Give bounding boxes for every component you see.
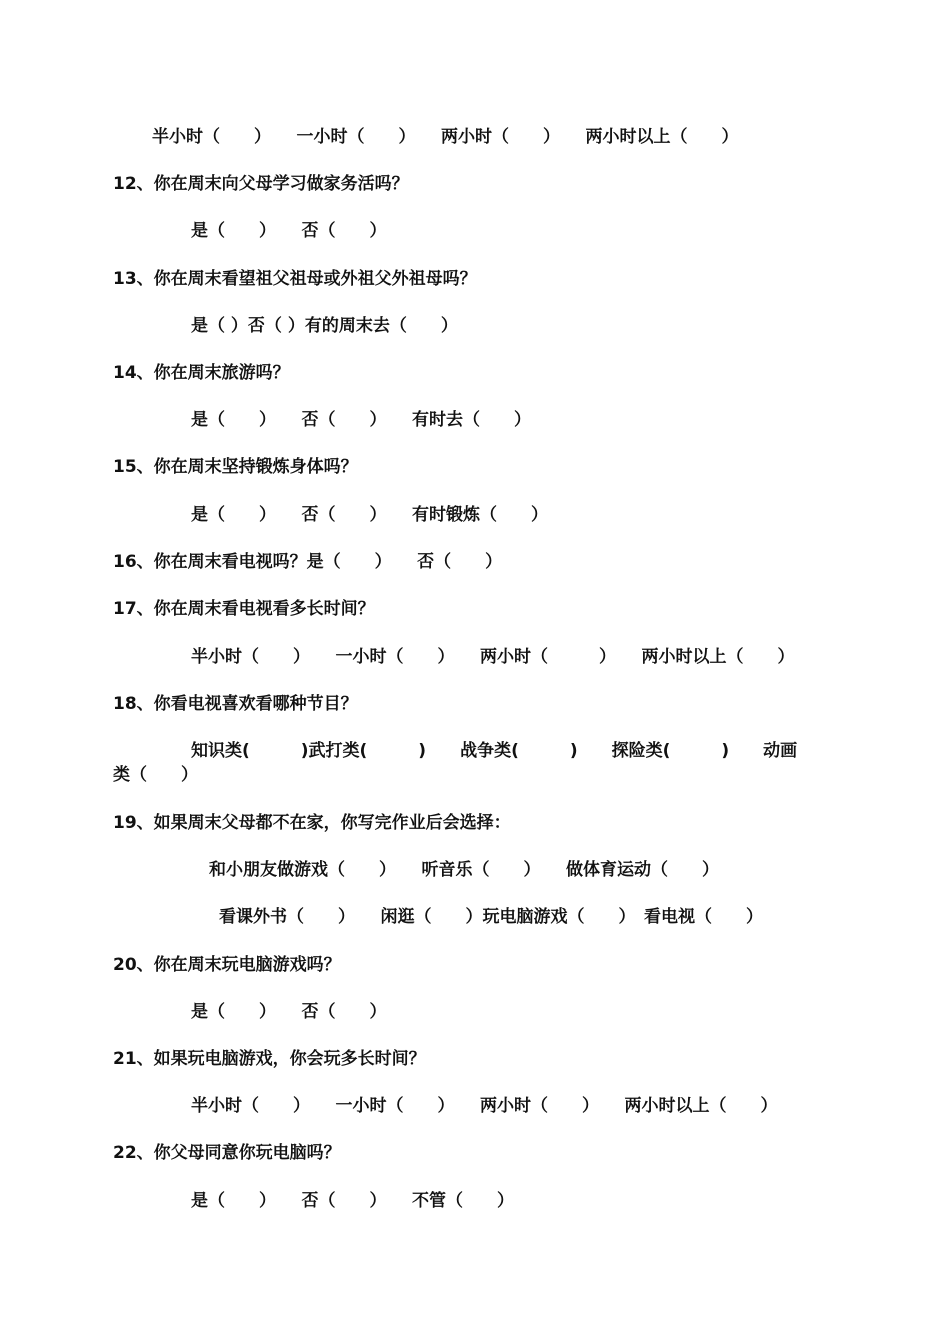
answer-options-13: 是（ ）否（ ）有的周末去（ ）: [191, 316, 458, 336]
question-17: 17、你在周末看电视看多长时间？: [113, 599, 375, 619]
question-20: 20、你在周末玩电脑游戏吗？: [113, 955, 341, 975]
question-15: 15、你在周末坚持锻炼身体吗？: [113, 457, 358, 477]
question-16: 16、你在周末看电视吗？是（ ） 否（ ）: [113, 552, 503, 572]
question-13: 13、你在周末看望祖父祖母或外祖父外祖母吗？: [113, 269, 477, 289]
answer-options-17: 半小时（ ） 一小时（ ） 两小时（ ） 两小时以上（ ）: [191, 647, 795, 667]
answer-options-19-row-1: 和小朋友做游戏（ ） 听音乐（ ） 做体育运动（ ）: [209, 860, 719, 880]
answer-options-20: 是（ ） 否（ ）: [191, 1002, 387, 1022]
answer-options-14: 是（ ） 否（ ） 有时去（ ）: [191, 410, 531, 430]
question-12: 12、你在周末向父母学习做家务活吗？: [113, 174, 409, 194]
answer-options-21: 半小时（ ） 一小时（ ） 两小时（ ） 两小时以上（ ）: [191, 1096, 778, 1116]
answer-options-22: 是（ ） 否（ ） 不管（ ）: [191, 1191, 514, 1211]
answer-options-12: 是（ ） 否（ ）: [191, 221, 387, 241]
question-14: 14、你在周末旅游吗？: [113, 363, 290, 383]
question-21: 21、如果玩电脑游戏，你会玩多长时间？: [113, 1049, 426, 1069]
answer-options-18: 知识类( )武打类( ) 战争类( ) 探险类( ) 动画: [191, 741, 798, 761]
answer-options-15: 是（ ） 否（ ） 有时锻炼（ ）: [191, 505, 548, 525]
answer-options-18-continued: 类（ ）: [113, 765, 198, 785]
answer-options-19-row-2: 看课外书（ ） 闲逛（ ）玩电脑游戏（ ） 看电视（ ）: [219, 907, 763, 927]
question-18: 18、你看电视喜欢看哪种节目？: [113, 694, 358, 714]
question-22: 22、你父母同意你玩电脑吗？: [113, 1143, 341, 1163]
answer-options-11: 半小时（ ） 一小时（ ） 两小时（ ） 两小时以上（ ）: [152, 127, 739, 147]
question-19: 19、如果周末父母都不在家，你写完作业后会选择：: [113, 813, 511, 833]
